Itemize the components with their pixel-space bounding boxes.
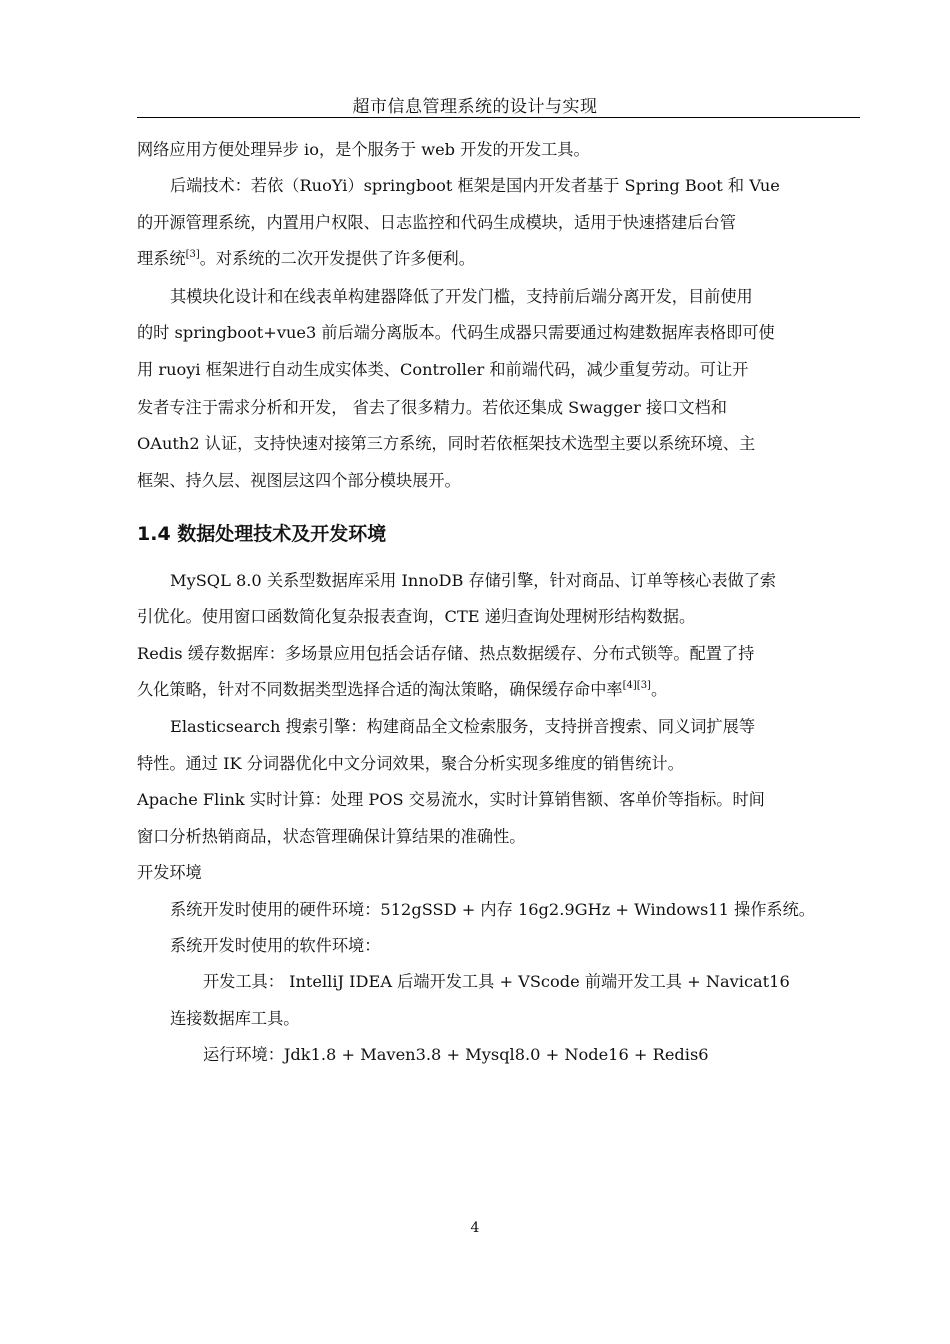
paragraph-line: 发者专注于需求分析和开发， 省去了很多精力。若依还集成 Swagger 接口文档和 (137, 398, 727, 417)
paragraph-line: OAuth2 认证，支持快速对接第三方系统，同时若依框架技术选型主要以系统环境、主 (137, 434, 756, 453)
header-divider (137, 117, 860, 118)
paragraph-line: 运行环境：Jdk1.8 + Maven3.8 + Mysql8.0 + Node16 + Redis6 (203, 1045, 709, 1064)
citation-reference[interactable]: [4][3] (622, 680, 651, 691)
paragraph-text: 。 (650, 680, 668, 699)
paragraph-line: 的时 springboot+vue3 前后端分离版本。代码生成器只需要通过构建数据库表格即可使 (137, 323, 775, 342)
paragraph-line: 后端技术：若依（RuoYi）springboot 框架是国内开发者基于 Spring Boot 和 Vue (170, 176, 780, 195)
paragraph-line: 的开源管理系统，内置用户权限、日志监控和代码生成模块，适用于快速搭建后台管 (137, 213, 736, 232)
citation-reference[interactable]: [3] (185, 249, 200, 260)
page-header-title: 超市信息管理系统的设计与实现 (352, 97, 598, 117)
paragraph-line (137, 249, 475, 269)
page-number: 4 (470, 1220, 480, 1236)
paragraph-text: 久化策略，针对不同数据类型选择合适的淘汰策略，确保缓存命中率 (137, 680, 623, 699)
paragraph-line: 连接数据库工具。 (170, 1009, 300, 1028)
paragraph-line: Elasticsearch 搜索引擎：构建商品全文检索服务，支持拼音搜索、同义词扩展等 (170, 717, 756, 736)
paragraph-line: 开发工具： IntelliJ IDEA 后端开发工具 + VScode 前端开发工具 + Navicat16 (203, 972, 790, 991)
paragraph-line: 引优化。使用窗口函数简化复杂报表查询，CTE 递归查询处理树形结构数据。 (137, 607, 696, 626)
paragraph-line: 系统开发时使用的软件环境： (170, 936, 381, 955)
subsection-title: 开发环境 (137, 863, 202, 882)
paragraph-line: 用 ruoyi 框架进行自动生成实体类、Controller 和前端代码，减少重复劳动。可让开 (137, 360, 749, 379)
section-heading: 1.4 数据处理技术及开发环境 (137, 523, 387, 545)
paragraph-line: 网络应用方便处理异步 io，是个服务于 web 开发的开发工具。 (137, 140, 590, 159)
paragraph-line: 系统开发时使用的硬件环境：512gSSD + 内存 16g2.9GHz + Windows11 操作系统。 (170, 900, 815, 919)
paragraph-line: Redis 缓存数据库：多场景应用包括会话存储、热点数据缓存、分布式锁等。配置了持 (137, 644, 755, 663)
paragraph-line: 窗口分析热销商品，状态管理确保计算结果的准确性。 (137, 827, 526, 846)
paragraph-text: 理系统 (137, 249, 186, 268)
paragraph-line: 特性。通过 IK 分词器优化中文分词效果，聚合分析实现多维度的销售统计。 (137, 754, 684, 773)
paragraph-line: MySQL 8.0 关系型数据库采用 InnoDB 存储引擎，针对商品、订单等核心表做了索 (170, 571, 777, 590)
paragraph-line: 框架、持久层、视图层这四个部分模块展开。 (137, 471, 461, 490)
paragraph-line: Apache Flink 实时计算：处理 POS 交易流水，实时计算销售额、客单价等指标。时间 (137, 790, 765, 809)
paragraph-line (137, 680, 667, 700)
paragraph-line: 其模块化设计和在线表单构建器降低了开发门槛，支持前后端分离开发，目前使用 (170, 287, 753, 306)
paragraph-text: 。对系统的二次开发提供了许多便利。 (199, 249, 475, 268)
